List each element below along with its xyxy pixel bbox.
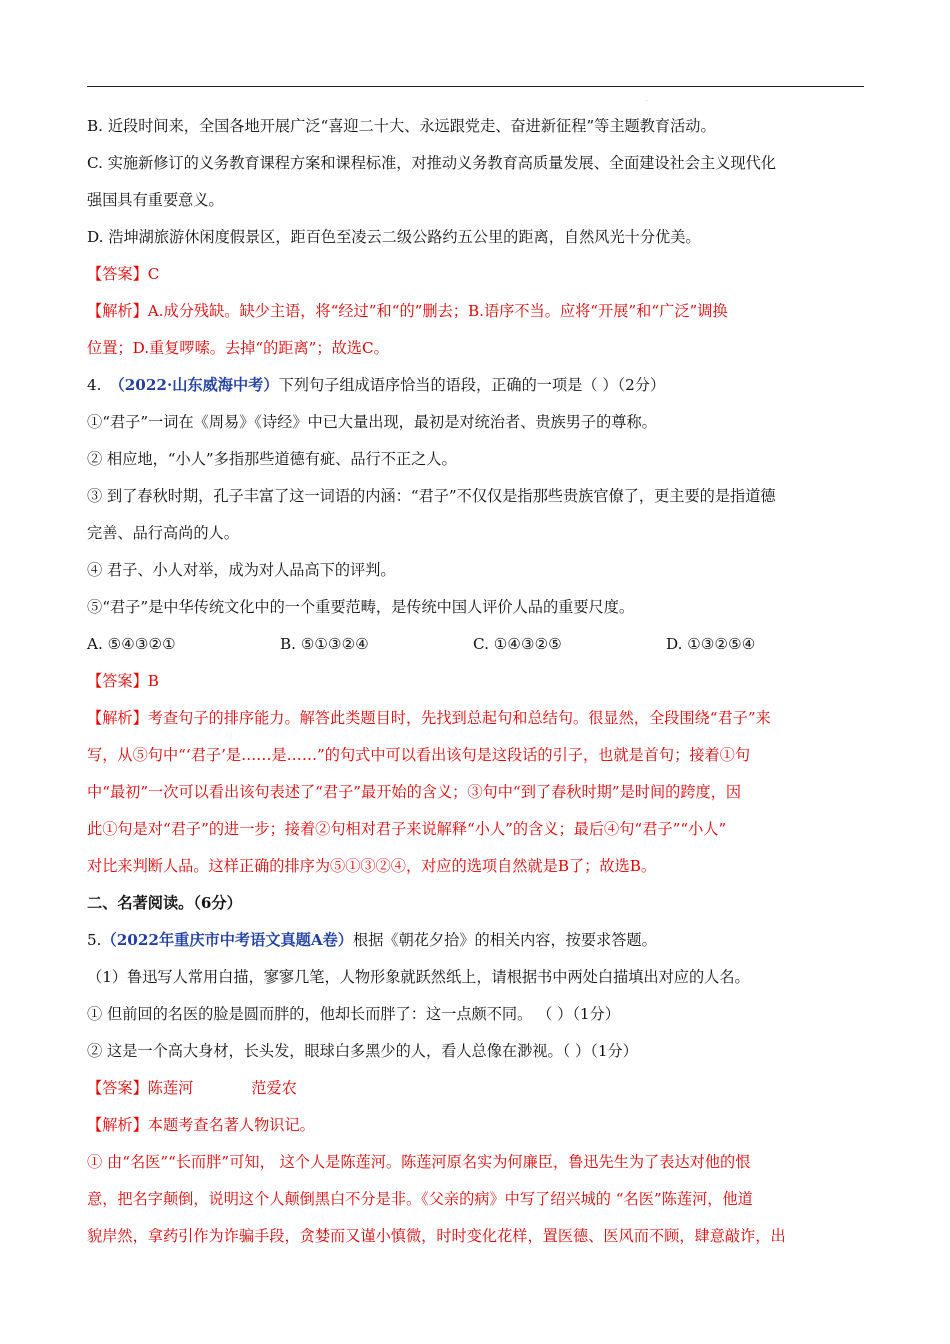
q3-option-b: B. 近段时间来，全国各地开展广泛“喜迎二十大、永远跟党走、奋进新征程”等主题教育活动。 bbox=[87, 117, 716, 135]
answer-label: 【答案】 bbox=[87, 265, 148, 283]
q3-option-d: D. 浩坤湖旅游休闲度假景区，距百色至凌云二级公路约五公里的距离，自然风光十分优美。 bbox=[87, 228, 701, 246]
document-body bbox=[87, 108, 864, 1255]
question-stem: 根据《朝花夕拾》的相关内容，按要求答题。 bbox=[353, 931, 657, 949]
q3-analysis-line2: 位置；D.重复啰嗦。去掉“的距离”；故选C。 bbox=[87, 339, 389, 357]
analysis-text: 本题考查名著人物识记。 bbox=[147, 1116, 315, 1134]
q4-option-c: C. ①④③②⑤ bbox=[473, 635, 562, 653]
q4-sentence-2: ② 相应地，“小人”多指那些道德有疵、品行不正之人。 bbox=[87, 450, 457, 468]
q4-sentence-3-line1: ③ 到了春秋时期，孔子丰富了这一词语的内涵：“君子”不仅仅是指那些贵族官僚了，更主要的是指道德 bbox=[87, 487, 776, 505]
q3-answer bbox=[87, 256, 864, 293]
header-rule bbox=[87, 86, 864, 87]
q4-analysis-line5: 对比来判断人品。这样正确的排序为⑤①③②④，对应的选项自然就是B了；故选B。 bbox=[87, 857, 657, 875]
q5-item-2: ② 这是一个高大身材，长头发，眼球白多黑少的人，看人总像在渺视。（ ）（1分） bbox=[87, 1042, 638, 1060]
header-dot-mark: . bbox=[646, 96, 648, 103]
analysis-text: A.成分残缺。缺少主语，将“经过”和“的”删去；B.语序不当。应将“开展”和“广泛”调换 bbox=[147, 302, 728, 320]
q5-answer bbox=[87, 1070, 864, 1107]
q3-analysis-line1 bbox=[87, 293, 864, 330]
q4-answer bbox=[87, 663, 864, 700]
q4-sentence-3-line2: 完善、品行高尚的人。 bbox=[87, 524, 239, 542]
answer-value: 陈莲河 范爱农 bbox=[147, 1079, 297, 1097]
q4-analysis-line2: 写，从⑤句中“‘君子’是……是……”的句式中可以看出该句是这段话的引子，也就是首句；接着①句 bbox=[87, 746, 751, 764]
q4-options bbox=[87, 626, 864, 663]
answer-value: C bbox=[147, 265, 160, 283]
question-number: 5. bbox=[87, 931, 102, 949]
analysis-text: 考查句子的排序能力。解答此类题目时，先找到总起句和总结句。很显然，全段围绕“君子”来 bbox=[147, 709, 771, 727]
q4-option-b: B. ⑤①③②④ bbox=[280, 635, 369, 653]
analysis-label: 【解析】 bbox=[87, 1116, 148, 1134]
q4-analysis-line1 bbox=[87, 700, 864, 737]
q4-option-d: D. ①③②⑤④ bbox=[666, 635, 756, 653]
q4-sentence-5: ⑤“君子”是中华传统文化中的一个重要范畴，是传统中国人评价人品的重要尺度。 bbox=[87, 598, 635, 616]
q5-analysis-line2: 意，把名字颠倒，说明这个人颠倒黑白不分是非。《父亲的病》中写了绍兴城的 “名医”陈莲河，他道 bbox=[87, 1190, 753, 1208]
q4-option-a: A. ⑤④③②① bbox=[87, 635, 176, 653]
question-source: （2022年重庆市中考语文真题A卷） bbox=[101, 931, 353, 949]
q5-stem bbox=[87, 922, 864, 959]
answer-label: 【答案】 bbox=[87, 672, 148, 690]
answer-label: 【答案】 bbox=[87, 1079, 148, 1097]
question-number: 4. bbox=[87, 376, 102, 394]
analysis-label: 【解析】 bbox=[87, 302, 148, 320]
section-2-heading: 二、名著阅读。（6分） bbox=[87, 894, 242, 912]
q4-sentence-1: ①“君子”一词在《周易》《诗经》中已大量出现，最初是对统治者、贵族男子的尊称。 bbox=[87, 413, 657, 431]
q4-stem bbox=[87, 367, 864, 404]
q3-option-c-line1: C. 实施新修订的义务教育课程方案和课程标准，对推动义务教育高质量发展、全面建设社会主义现代化 bbox=[87, 154, 776, 172]
analysis-label: 【解析】 bbox=[87, 709, 148, 727]
q5-analysis-line3: 貌岸然，拿药引作为诈骗手段，贪婪而又谨小慎微，时时变化花样，置医德、医风而不顾，肆意敲诈，出 bbox=[87, 1227, 786, 1245]
q3-option-c-line2: 强国具有重要意义。 bbox=[87, 191, 224, 209]
question-source: （2022·山东威海中考） bbox=[109, 376, 279, 394]
q5-item-1: ① 但前回的名医的脸是圆而胖的，他却长而胖了：这一点颇不同。 （ ）（1分） bbox=[87, 1005, 620, 1023]
q4-analysis-line3: 中“最初”一次可以看出该句表述了“君子”最开始的含义；③句中“到了春秋时期”是时间的跨度，因 bbox=[87, 783, 742, 801]
q4-sentence-4: ④ 君子、小人对举，成为对人品高下的评判。 bbox=[87, 561, 396, 579]
q5-subquestion-1: （1）鲁迅写人常用白描，寥寥几笔，人物形象就跃然纸上，请根据书中两处白描填出对应的人名。 bbox=[87, 968, 750, 986]
q5-analysis-line1: ① 由“名医”“长而胖”可知， 这个人是陈莲河。陈莲河原名实为何廉臣，鲁迅先生为了表达对他的恨 bbox=[87, 1153, 751, 1171]
q5-analysis-head bbox=[87, 1107, 864, 1144]
question-stem: 下列句子组成语序恰当的语段，正确的一项是（ ）（2分） bbox=[278, 376, 666, 394]
q4-analysis-line4: 此①句是对“君子”的进一步；接着②句相对君子来说解释“小人”的含义；最后④句“君子”“小人” bbox=[87, 820, 727, 838]
answer-value: B bbox=[147, 672, 159, 690]
